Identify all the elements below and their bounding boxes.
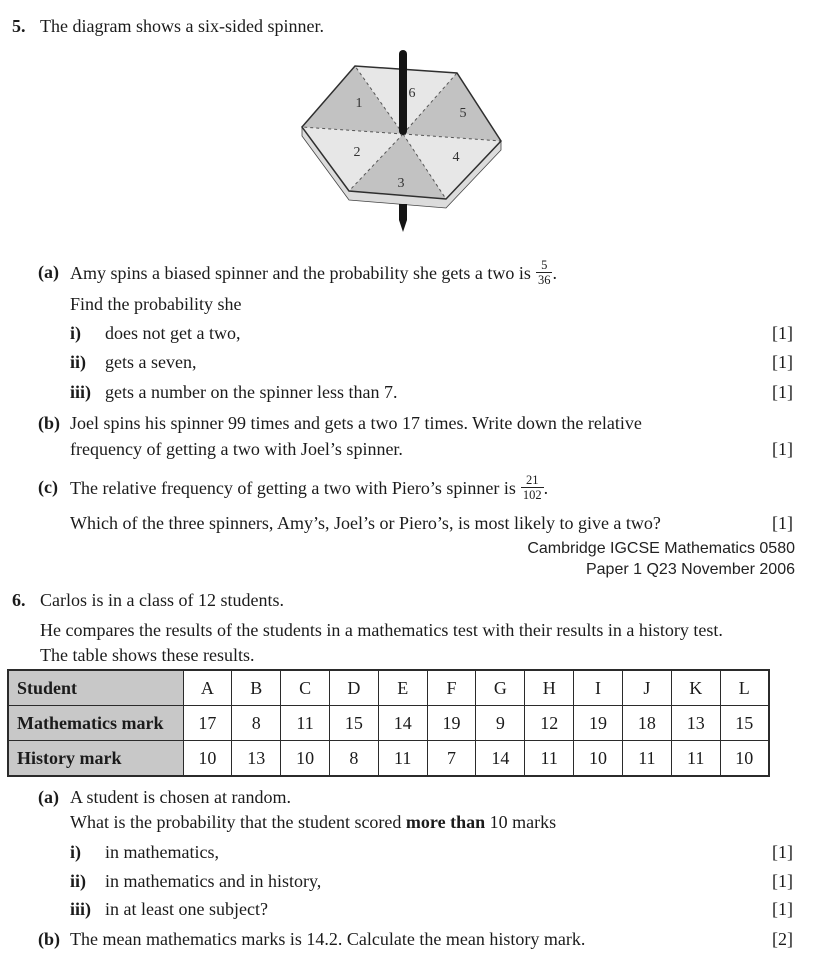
student-cell: I (574, 670, 623, 706)
item-text: in mathematics and in history, (105, 871, 322, 891)
part-label: (a) (38, 787, 59, 807)
math-mark-cell: 13 (671, 706, 720, 741)
marks-badge: [1] (772, 352, 793, 372)
history-mark-cell: 14 (476, 741, 525, 777)
item-text: gets a seven, (105, 352, 197, 372)
math-mark-cell: 15 (720, 706, 769, 741)
source-attribution (527, 538, 795, 580)
item-label: iii) (70, 899, 91, 919)
section-label-4: 4 (452, 150, 460, 165)
q5-part-b-line2: frequency of getting a two with Joel’s spinner. [1] (70, 439, 793, 459)
math-mark-cell: 14 (378, 706, 427, 741)
question-number: 6. (12, 590, 26, 610)
marks-badge: [1] (772, 871, 793, 891)
item-label: ii) (70, 871, 86, 891)
history-mark-cell: 8 (329, 741, 378, 777)
student-cell: A (183, 670, 232, 706)
question-6-line2: He compares the results of the students in a mathematics test with their results in a history test. (40, 620, 723, 640)
student-cell: J (622, 670, 671, 706)
history-mark-cell: 10 (574, 741, 623, 777)
marks-badge: [2] (772, 929, 793, 949)
results-table (7, 669, 770, 777)
marks-badge: [1] (772, 899, 793, 919)
question-number: 5. (12, 16, 26, 36)
marks-badge: [1] (772, 323, 793, 343)
section-label-1: 1 (355, 96, 363, 111)
math-mark-cell: 8 (232, 706, 281, 741)
history-mark-cell: 10 (183, 741, 232, 777)
item-text: in mathematics, (105, 842, 219, 862)
math-mark-cell: 17 (183, 706, 232, 741)
history-mark-cell: 10 (720, 741, 769, 777)
item-label: i) (70, 323, 81, 343)
question-text: The diagram shows a six-sided spinner. (40, 16, 324, 36)
part-label: (a) (38, 262, 59, 282)
student-cell: H (525, 670, 574, 706)
part-label: (c) (38, 477, 58, 497)
spindle-top (399, 50, 407, 135)
student-cell: L (720, 670, 769, 706)
row-header-cell: Student (8, 670, 183, 706)
history-mark-cell: 11 (671, 741, 720, 777)
q6a-item-iii (38, 897, 793, 923)
student-cell: E (378, 670, 427, 706)
question-6-line3: The table shows these results. (40, 645, 255, 665)
item-text: gets a number on the spinner less than 7. (105, 382, 398, 402)
attribution-line2: Paper 1 Q23 November 2006 (585, 561, 795, 578)
q6-part-b: (b) The mean mathematics marks is 14.2. Calculate the mean history mark. [2] (38, 929, 793, 949)
student-cell: F (427, 670, 476, 706)
section-label-3: 3 (397, 176, 405, 191)
student-cell: K (671, 670, 720, 706)
student-cell: C (281, 670, 330, 706)
item-label: i) (70, 842, 81, 862)
section-label-2: 2 (353, 145, 361, 160)
item-label: ii) (70, 352, 86, 372)
q5-part-a-line2: Find the probability she (70, 294, 242, 314)
spindle-bottom (399, 204, 407, 232)
history-mark-cell: 10 (281, 741, 330, 777)
part-text: What is the probability that the student scored more than 10 marks (70, 812, 557, 832)
math-mark-cell: 15 (329, 706, 378, 741)
q5-part-b-line1: (b) Joel spins his spinner 99 times and gets a two 17 times. Write down the relative (38, 413, 642, 433)
history-mark-cell: 11 (622, 741, 671, 777)
spinner-diagram (295, 46, 510, 236)
q5-part-c-line1 (38, 475, 793, 501)
q6-part-a-line2 (38, 810, 793, 836)
part-label: (b) (38, 929, 60, 949)
bold-more-than: more than (405, 812, 486, 832)
marks-badge: [1] (772, 842, 793, 862)
part-label: (b) (38, 413, 60, 433)
question-5-title (12, 14, 793, 40)
marks-badge: [1] (772, 439, 793, 459)
history-mark-cell: 13 (232, 741, 281, 777)
q6a-item-ii (38, 869, 793, 895)
fraction-5-36: $\frac{5}{36}$ (537, 258, 551, 288)
math-mark-cell: 9 (476, 706, 525, 741)
q5a-item-ii (38, 350, 793, 376)
table-row-mathematics (8, 706, 769, 741)
q6-part-a-line1: (a) A student is chosen at random. (38, 787, 291, 807)
question-text: Carlos is in a class of 12 students. (40, 590, 284, 610)
math-mark-cell: 19 (574, 706, 623, 741)
q5a-item-iii (38, 380, 793, 406)
item-label: iii) (70, 382, 91, 402)
row-header-cell: History mark (8, 741, 183, 777)
table-row-students (8, 670, 769, 706)
section-label-6: 6 (408, 86, 416, 101)
math-mark-cell: 19 (427, 706, 476, 741)
q5-part-c-line2: Which of the three spinners, Amy’s, Joel’s or Piero’s, is most likely to give a two? [1] (70, 513, 793, 533)
math-mark-cell: 11 (281, 706, 330, 741)
history-mark-cell: 11 (525, 741, 574, 777)
marks-badge: [1] (772, 382, 793, 402)
item-text: in at least one subject? (105, 899, 268, 919)
student-cell: D (329, 670, 378, 706)
q6a-item-i (38, 840, 793, 866)
math-mark-cell: 12 (525, 706, 574, 741)
attribution-line1: Cambridge IGCSE Mathematics 0580 (527, 540, 795, 557)
history-mark-cell: 11 (378, 741, 427, 777)
part-text: Amy spins a biased spinner and the probability she gets a two is $\frac{5}{36}$ . (70, 258, 557, 288)
spinner-svg (295, 46, 510, 236)
q5a-item-i (38, 321, 793, 347)
item-text: does not get a two, (105, 323, 241, 343)
marks-badge: [1] (772, 513, 793, 533)
history-mark-cell: 7 (427, 741, 476, 777)
row-header-cell: Mathematics mark (8, 706, 183, 741)
section-label-5: 5 (459, 106, 467, 121)
fraction-21-102: $\frac{21}{102}$ (522, 473, 542, 503)
part-text: The relative frequency of getting a two with Piero’s spinner is $\frac{21}{102}$ . (70, 473, 549, 503)
student-cell: G (476, 670, 525, 706)
question-6-title (12, 588, 793, 614)
q5-part-a-line1 (38, 260, 793, 286)
student-cell: B (232, 670, 281, 706)
math-mark-cell: 18 (622, 706, 671, 741)
table-row-history (8, 741, 769, 777)
